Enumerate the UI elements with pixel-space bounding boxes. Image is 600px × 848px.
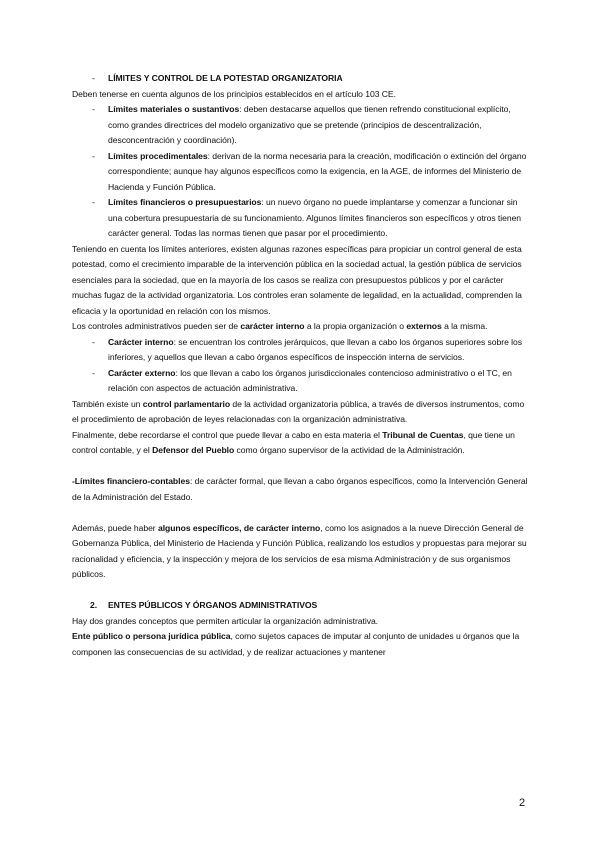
bullet-text: : un nuevo órgano no puede implantarse y comenzar a funcionar sin una cobertura presupuestaria de su funcionamiento. Algunos límites financieros son específicos y otros tienen carácter general. Todas las normas tienen que pasar por el procedimiento.: [108, 197, 522, 238]
section-heading-limits: [72, 71, 532, 87]
paragraph-financial-accounting: [72, 474, 532, 505]
bullet-term: Carácter interno: [108, 336, 174, 347]
text-run: de la actividad organizatoria pública, a través de diversos instrumentos, como el procedimiento de aprobación de leyes relacionadas con la organización administrativa.: [72, 398, 525, 424]
bullet-internal-control: [72, 335, 532, 366]
bullet-term: Carácter externo: [108, 367, 176, 378]
bold-run: control parlamentario: [142, 398, 231, 409]
paragraph-public-entity: [72, 629, 532, 660]
bullet-procedural-limits: [72, 149, 532, 196]
text-run: a la misma.: [441, 321, 488, 331]
page-content: [72, 71, 532, 660]
paragraph-intro: Deben tenerse en cuenta algunos de los principios establecidos en el artículo 103 CE.: [72, 88, 396, 99]
paragraph-spacer: [72, 459, 532, 475]
text-run: , que tiene un control contable, y el: [72, 429, 515, 455]
bullet-text: : los que llevan a cabo los órganos jurisdiccionales contencioso administrativo o el TC, en relación con aspectos de actuación administrativa.: [108, 367, 512, 393]
bullet-term: Límites materiales o sustantivos: [108, 104, 240, 114]
bullet-material-limits: [72, 102, 532, 149]
text-run: , como sujetos capaces de imputar al conjunto de unidades u órganos que la componen las consecuencias de su actividad, y de realizar actuaciones y mantener: [72, 631, 520, 657]
bold-run: algunos específicos, de carácter interno: [157, 522, 321, 533]
bold-run: Ente público o persona jurídica pública: [72, 631, 231, 641]
text-run: como órgano supervisor de la actividad de la Administración.: [234, 445, 465, 455]
paragraph-concepts-intro: Hay dos grandes conceptos que permiten articular la organización administrativa.: [72, 615, 379, 626]
text-run: : de carácter formal, que llevan a cabo órganos específicos, como la Intervención General de la Administración del Estado.: [72, 476, 528, 502]
text-run: Además, puede haber: [72, 522, 158, 533]
text-run: , como los asignados a la nueve Dirección General de Gobernanza Pública, del Ministerio de Hacienda y Función Pública, realizando los estudios y propuestas para mejorar su racionalidad y eficiencia, y la inspección y mejora de los servicios de esa misma Administración y de sus organismos públicos.: [72, 522, 527, 579]
paragraph-controls: [72, 319, 532, 335]
heading-dash: -: [92, 73, 95, 83]
bold-run: -Límites financiero-contables: [72, 476, 190, 486]
paragraph-finally: [72, 428, 532, 459]
paragraph-limits-reasons: Teniendo en cuenta los límites anteriores, existen algunas razones específicas para propiciar un control general de esta potestad, como el crecimiento imparable de la intervención pública en la sociedad actual, la gestión pública de servicios esenciales para la sociedad, que en la mayoría de los casos se realiza con presupuestos públicos y por el carácter muchas fugaz de la actividad organizatoria. Los controles eran solamente de legalidad, en la actualidad, comprenden la eficacia y la oportunidad en relación con los mismos.: [72, 243, 522, 316]
text-run: También existe un: [72, 398, 143, 409]
paragraph-spacer: [72, 583, 532, 599]
bullet-financial-limits: [72, 195, 532, 242]
paragraph-specific-controls: [72, 521, 532, 583]
bold-run: Tribunal de Cuentas: [382, 429, 464, 440]
bullet-dash: -: [92, 197, 95, 207]
bullet-external-control: [72, 366, 532, 397]
heading-text: LÍMITES Y CONTROL DE LA POTESTAD ORGANIZATORIA: [108, 73, 343, 83]
bullet-text: : deben destacarse aquellos que tienen refrendo constitucional explícito, como grandes directrices del modelo organizativo que se pretende (principios de descentralización, desconcentración y coordinación).: [108, 104, 511, 145]
bullet-dash: -: [92, 336, 95, 347]
bullet-term: Límites procedimentales: [108, 150, 208, 161]
section-heading-public-entities: [72, 598, 532, 614]
paragraph-spacer: [72, 505, 532, 521]
text-run: a la propia organización o: [304, 321, 407, 331]
bold-run: Defensor del Pueblo: [152, 445, 235, 455]
bullet-dash: -: [92, 104, 95, 114]
text-run: Los controles administrativos pueden ser de: [72, 321, 241, 331]
bullet-term: Límites financieros o presupuestarios: [108, 197, 262, 207]
bullet-dash: -: [92, 150, 95, 161]
bold-run: carácter interno: [240, 321, 305, 331]
bold-run: externos: [406, 321, 442, 331]
bullet-text: : se encuentran los controles jerárquicos, que llevan a cabo los órganos superiores sobre los inferiores, y aquellos que llevan a cabo órganos específicos de inspección interna de servicios.: [108, 336, 522, 362]
heading-number: 2.: [90, 600, 98, 610]
bullet-text: : derivan de la norma necesaria para la creación, modificación o extinción del órgano correspondiente; aunque hay algunos específicos como la exigencia, en la AGE, de informes del Ministerio de Hacienda y Función Pública.: [108, 150, 527, 192]
bullet-dash: -: [92, 367, 95, 378]
heading-text: ENTES PÚBLICOS Y ÓRGANOS ADMINISTRATIVOS: [108, 600, 318, 610]
page-number: 2: [519, 797, 526, 809]
text-run: Finalmente, debe recordarse el control que puede llevar a cabo en esta materia el: [72, 429, 383, 440]
paragraph-parliamentary: [72, 397, 532, 428]
